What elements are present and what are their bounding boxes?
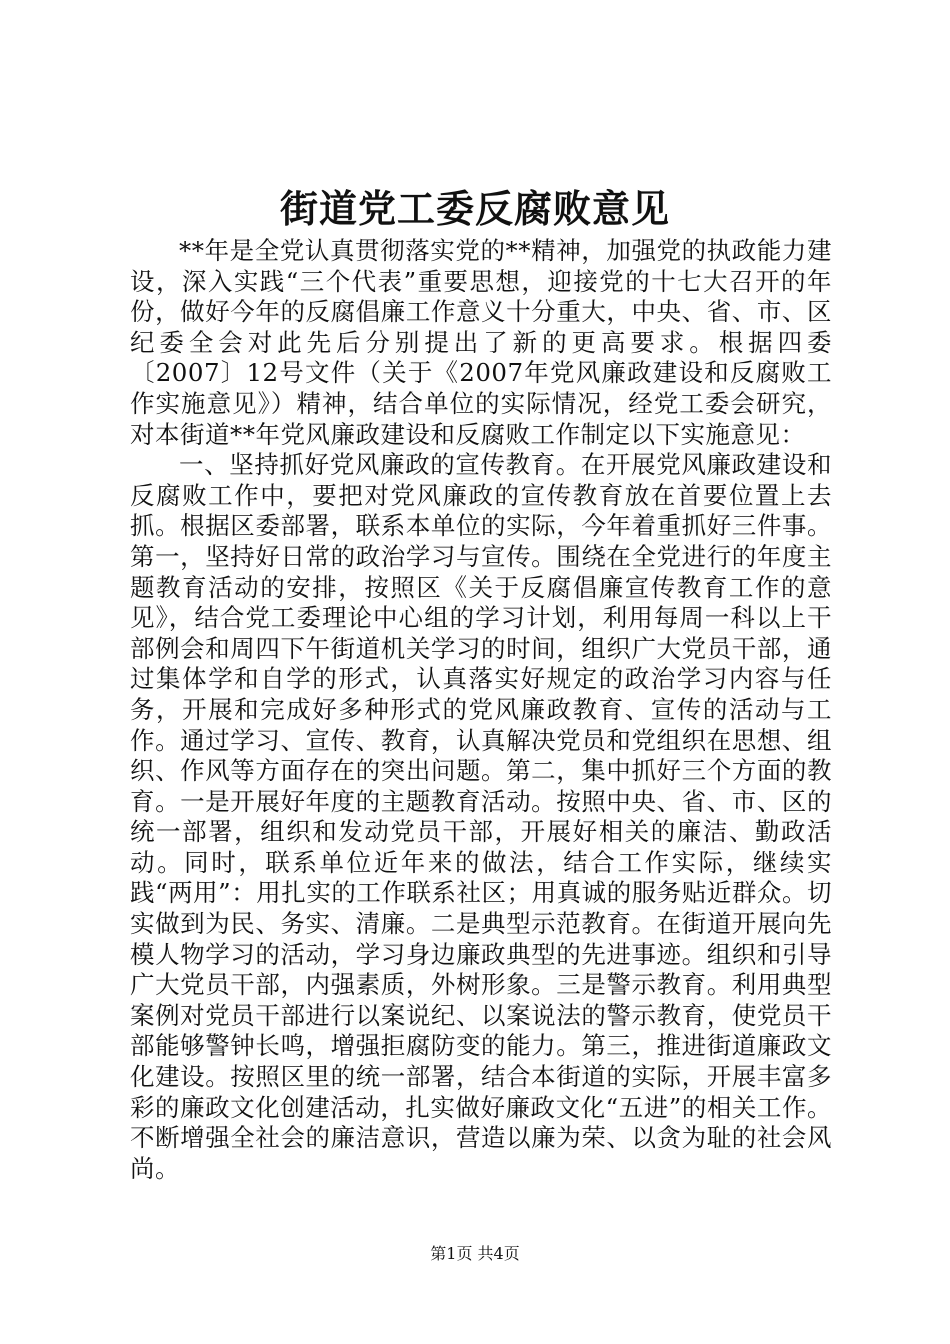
document-body <box>130 236 832 1184</box>
page-number: 第1页 共4页 <box>430 1244 520 1263</box>
document-title: 街道党工委反腐败意见 <box>279 186 670 231</box>
paragraph-intro: **年是全党认真贯彻落实党的**精神，加强党的执政能力建设，深入实践“三个代表”重要思想，迎接党的十七大召开的年份，做好今年的反腐倡廉工作意义十分重大，中央、省、市、区纪委全会对此先后分别提出了新的更高要求。根据四委〔2007〕12号文件（关于《2007年党风廉政建设和反腐败工作实施意见》）精神，结合单位的实际情况，经党工委会研究，对本街道**年党风廉政建设和反腐败工作制定以下实施意见： <box>130 236 832 449</box>
paragraph-section-one: 一、坚持抓好党风廉政的宣传教育。在开展党风廉政建设和反腐败工作中，要把对党风廉政的宣传教育放在首要位置上去抓。根据区委部署，联系本单位的实际，今年着重抓好三件事。第一，坚持好日常的政治学习与宣传。围绕在全党进行的年度主题教育活动的安排，按照区《关于反腐倡廉宣传教育工作的意见》，结合党工委理论中心组的学习计划，利用每周一科以上干部例会和周四下午街道机关学习的时间，组织广大党员干部，通过集体学和自学的形式，认真落实好规定的政治学习内容与任务，开展和完成好多种形式的党风廉政教育、宣传的活动与工作。通过学习、宣传、教育，认真解决党员和党组织在思想、组织、作风等方面存在的突出问题。第二，集中抓好三个方面的教育。一是开展好年度的主题教育活动。按照中央、省、市、区的统一部署，组织和发动党员干部，开展好相关的廉洁、勤政活动。同时，联系单位近年来的做法，结合工作实际，继续实践“两用”：用扎实的工作联系社区；用真诚的服务贴近群众。切实做到为民、务实、清廉。二是典型示范教育。在街道开展向先模人物学习的活动，学习身边廉政典型的先进事迹。组织和引导广大党员干部，内强素质，外树形象。三是警示教育。利用典型案例对党员干部进行以案说纪、以案说法的警示教育，使党员干部能够警钟长鸣，增强拒腐防变的能力。第三，推进街道廉政文化建设。按照区里的统一部署，结合本街道的实际，开展丰富多彩的廉政文化创建活动，扎实做好廉政文化“五进”的相关工作。不断增强全社会的廉洁意识，营造以廉为荣、以贪为耻的社会风尚。 <box>130 450 832 1183</box>
